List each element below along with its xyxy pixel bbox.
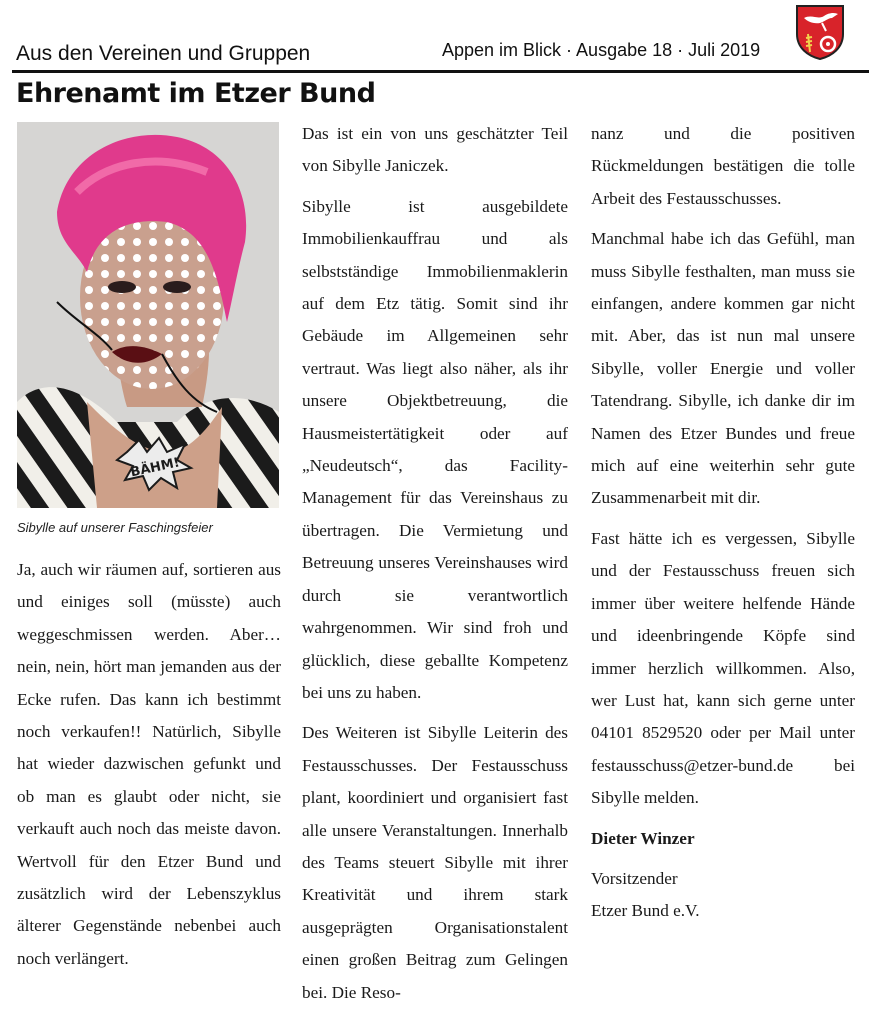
header-rule (12, 70, 869, 73)
article-column-1 (17, 554, 281, 975)
signature-org: Etzer Bund e.V. (591, 901, 700, 921)
section-heading: Aus den Vereinen und Gruppen (16, 42, 311, 65)
paragraph: Fast hätte ich es vergessen, Sibylle und der Festausschuss freuen sich immer über weitere helfende Hände und ideenbringende Köpfe sind immer herzlich willkommen. Also, wer Lust hat, kann sich gerne unter 04101 8529520 oder per Mail unter festausschuss@etzer-bund.de bei Sibylle melden. (591, 528, 855, 808)
article-photo (17, 122, 279, 508)
signature-name: Dieter Winzer (591, 828, 695, 848)
paragraph: Sibylle ist ausgebildete Immobilienkauffrau und als selbstständige Immobilienmaklerin auf dem Etz tätig. Somit sind ihr Gebäude im Allgemeinen sehr vertraut. Was liegt also näher, als ihr unsere Objektbetreuung, die Hausmeistertätigkeit oder auf „Neudeutsch“, das Facility-Management für das Vereinshaus zu übertragen. Die Vermietung und Betreuung unseres Vereinshauses wird durch sie verantwortlich wahrgenommen. Wir sind froh und glücklich, diese geballte Kompetenz bei uns zu haben. (302, 196, 568, 702)
article-column-2 (302, 118, 568, 1009)
paragraph: Des Weiteren ist Sibylle Leiterin des Festausschusses. Der Festausschuss plant, koordiniert und organisiert fast alle unsere Veranstaltungen. Innerhalb des Teams steuert Sibylle mit ihrer Kreativität und ihrem stark ausgeprägten Organisationstalent einen großen Beitrag zum Gelingen bei. Die Reso- (302, 723, 568, 1002)
paragraph: Das ist ein von uns geschätzter Teil von Sibylle Janiczek. (302, 124, 568, 176)
signature-role: Vorsitzender (591, 868, 678, 888)
paragraph: Manchmal habe ich das Gefühl, man muss Sibylle festhalten, man muss sie einfangen, andere kommen gar nicht mit. Aber, das ist nun mal unsere Sibylle, voller Energie und voller Tatendrang. Sibylle, ich danke dir im Namen des Etzer Bundes und freue mich auf eine weiterhin sehr gute Zusammenarbeit mit dir. (591, 229, 855, 508)
article-column-3 (591, 118, 855, 928)
coat-of-arms-icon (794, 4, 846, 60)
issue-info: Appen im Blick · Ausgabe 18 · Juli 2019 (442, 40, 761, 60)
paragraph: nanz und die positiven Rückmeldungen bestätigen die tolle Arbeit des Festausschusses. (591, 124, 855, 208)
photo-caption: Sibylle auf unserer Faschingsfeier (17, 520, 213, 535)
tattoo-text: BÄHM! (129, 455, 181, 481)
paragraph: Ja, auch wir räumen auf, sortieren aus und einiges soll (müsste) auch weggeschmissen werden. Aber… nein, nein, hört man jemanden aus der Ecke rufen. Das kann ich bestimmt noch verkaufen!! Natürlich, Sibylle hat wieder dazwischen gefunkt und ob man es glaubt oder nicht, sie verkauft auch noch das meiste davon. Wertvoll für den Etzer Bund und zusätzlich wird der Lebenszyklus älterer Gegenstände nebenbei auch noch verlängert. (17, 560, 281, 968)
article-title: Ehrenamt im Etzer Bund (16, 78, 376, 109)
